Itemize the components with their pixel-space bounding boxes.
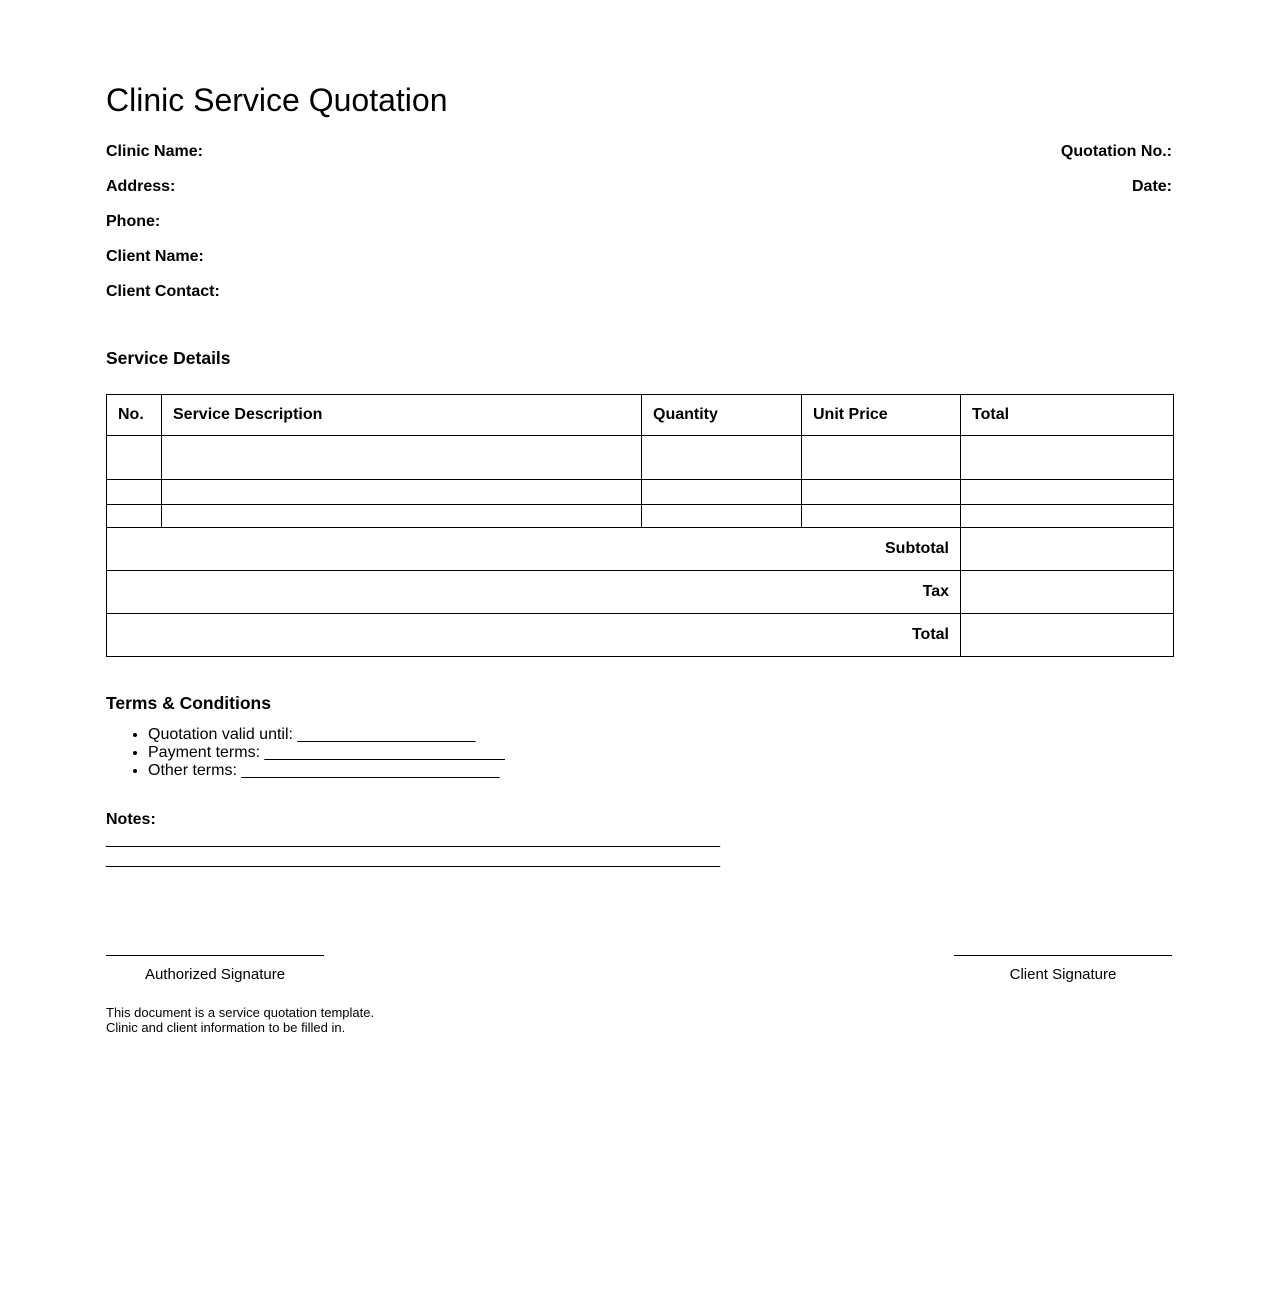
footer-note-line: Clinic and client information to be filled in. [106, 1019, 346, 1035]
cell-unit-price [802, 435, 961, 479]
client-signature-line [954, 955, 1172, 956]
table-row [107, 435, 1174, 479]
footer-note [106, 1005, 1172, 1035]
terms-list [106, 726, 1172, 780]
cell-total [961, 479, 1174, 504]
header-fields-right [1061, 143, 1172, 318]
term-item-payment-terms: • Payment terms: ___________________________ [148, 744, 1172, 762]
column-header-description: Service Description [162, 394, 642, 435]
column-header-quantity: Quantity [642, 394, 802, 435]
table-row [107, 479, 1174, 504]
authorized-signature-label: Authorized Signature [144, 965, 286, 983]
quotation-no-label: Quotation No.: [1060, 142, 1172, 160]
authorized-signature-line [106, 955, 324, 956]
tax-label: Tax [107, 570, 961, 613]
page-title: Clinic Service Quotation [106, 82, 448, 118]
service-details-heading: Service Details [106, 347, 231, 368]
term-item-valid-until: • Quotation valid until: ____________________ [148, 726, 1172, 744]
cell-quantity [642, 504, 802, 527]
authorized-signature-block [106, 955, 324, 983]
tax-row [107, 570, 1174, 613]
terms-heading: Terms & Conditions [106, 692, 271, 713]
phone-label: Phone: [106, 212, 161, 230]
total-label: Total [107, 613, 961, 656]
cell-description [162, 479, 642, 504]
subtotal-row [107, 527, 1174, 570]
cell-quantity [642, 435, 802, 479]
subtotal-value [961, 527, 1174, 570]
column-header-unit-price: Unit Price [802, 394, 961, 435]
date-label: Date: [1131, 177, 1172, 195]
cell-no [107, 504, 162, 527]
notes-label: Notes: [106, 810, 156, 828]
client-name-label: Client Name: [106, 247, 204, 265]
total-row [107, 613, 1174, 656]
cell-total [961, 435, 1174, 479]
term-item-other-terms: • Other terms: _____________________________ [148, 762, 1172, 780]
cell-no [107, 479, 162, 504]
column-header-no: No. [107, 394, 162, 435]
signature-section [106, 955, 1172, 983]
subtotal-label: Subtotal [107, 527, 961, 570]
address-label: Address: [106, 177, 176, 195]
tax-value [961, 570, 1174, 613]
client-signature-block [954, 955, 1172, 983]
table-row [107, 504, 1174, 527]
cell-description [162, 435, 642, 479]
footer-note-line: This document is a service quotation template. [106, 1004, 375, 1020]
cell-unit-price [802, 479, 961, 504]
clinic-name-label: Clinic Name: [106, 142, 203, 160]
cell-description [162, 504, 642, 527]
client-contact-label: Client Contact: [106, 282, 220, 300]
cell-total [961, 504, 1174, 527]
table-header-row [107, 394, 1174, 435]
notes-blank-line: _____________________________________________________________________ [106, 850, 720, 868]
cell-no [107, 435, 162, 479]
header-fields-left [106, 143, 220, 318]
total-value [961, 613, 1174, 656]
column-header-total: Total [961, 394, 1174, 435]
notes-blank-line: _____________________________________________________________________ [106, 830, 720, 848]
service-table [106, 394, 1174, 657]
client-signature-label: Client Signature [1009, 965, 1117, 983]
header-fields [106, 143, 1172, 318]
cell-unit-price [802, 504, 961, 527]
cell-quantity [642, 479, 802, 504]
